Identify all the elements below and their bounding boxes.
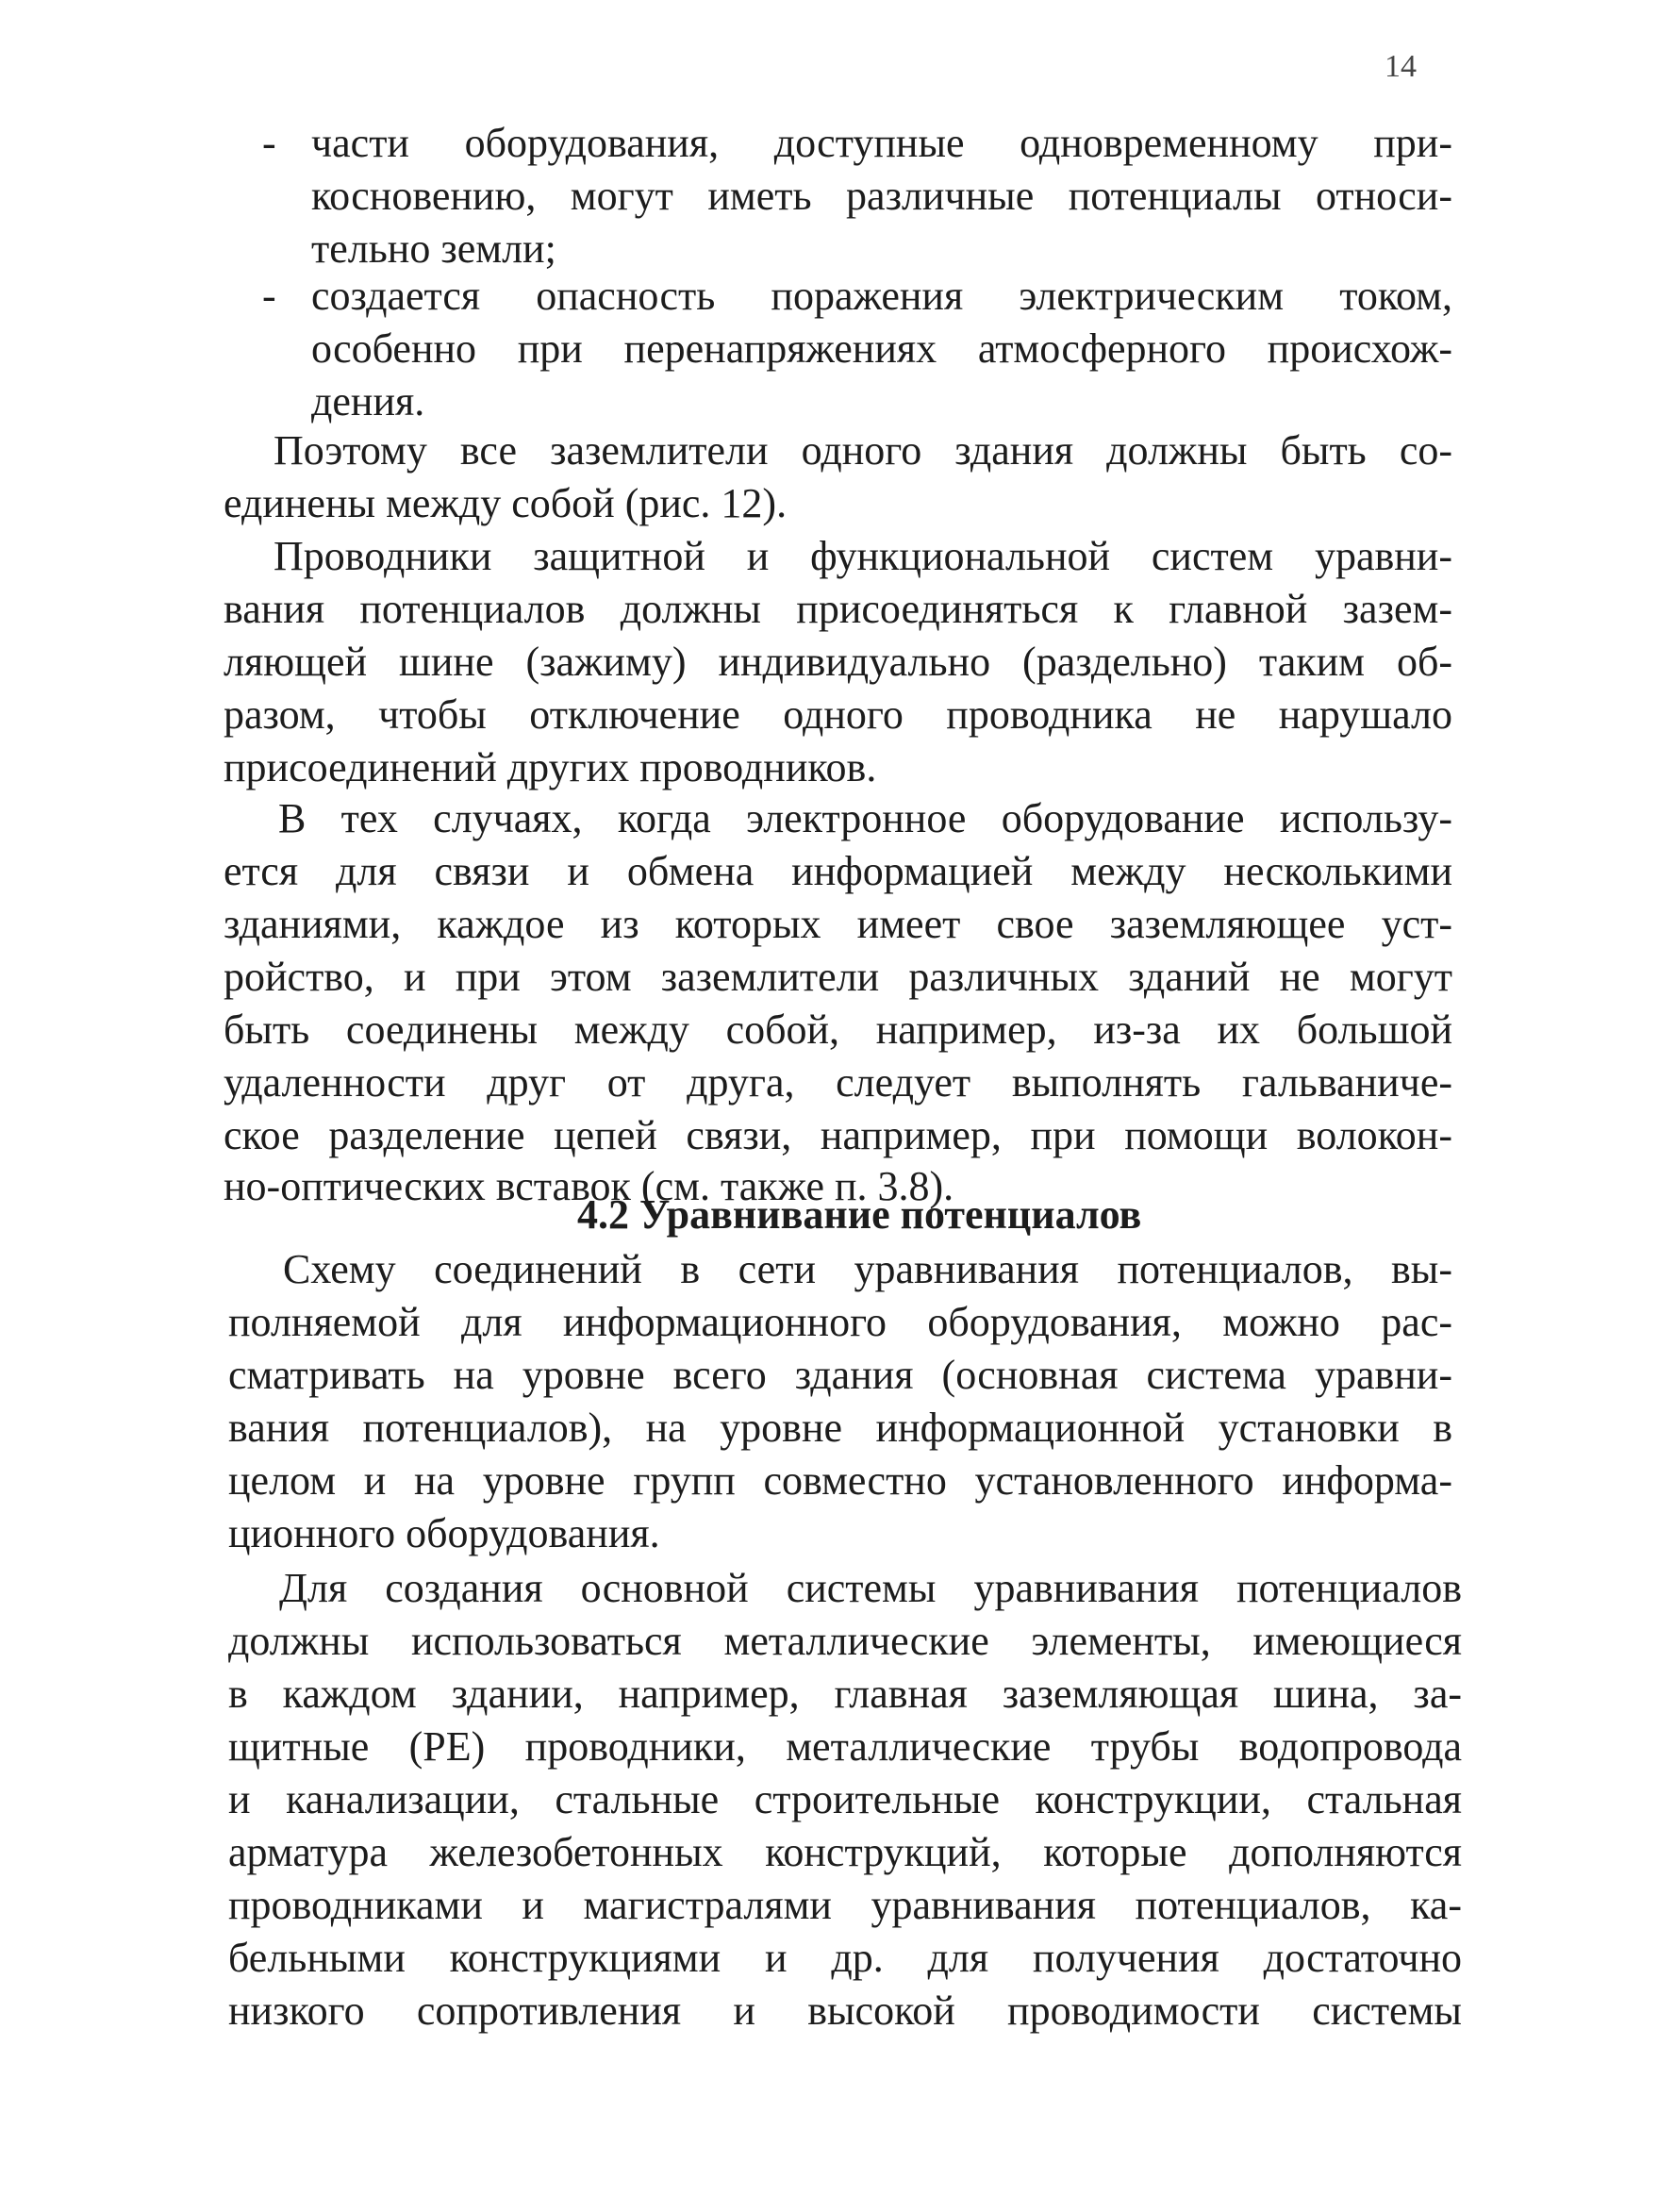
bullet-line: косновению, могут иметь различные потенциалы относи- bbox=[311, 173, 1452, 219]
paragraph-line: ляющей шине (зажиму) индивидуально (раздельно) таким об- bbox=[224, 639, 1452, 685]
bullet-line: тельно земли; bbox=[311, 225, 556, 272]
paragraph-line: ское разделение цепей связи, например, при помощи волокон- bbox=[224, 1112, 1452, 1158]
page-number: 14 bbox=[1385, 49, 1417, 84]
section-paragraph-line: в каждом здании, например, главная заземляющая шина, за- bbox=[228, 1671, 1462, 1717]
section-paragraph-line: проводниками и магистралями уравнивания потенциалов, ка- bbox=[228, 1882, 1462, 1928]
bullet-line: особенно при перенапряжениях атмосферного происхож- bbox=[311, 325, 1452, 372]
paragraph-line: быть соединены между собой, например, из-за их большой bbox=[224, 1006, 1452, 1053]
section-paragraph-line: полняемой для информационного оборудования, можно рас- bbox=[228, 1299, 1452, 1345]
section-paragraph-line: вания потенциалов), на уровне информационной установки в bbox=[228, 1405, 1452, 1451]
section-paragraph-line: сматривать на уровне всего здания (основная система уравни- bbox=[228, 1352, 1452, 1398]
section-paragraph-line: щитные (PE) проводники, металлические трубы водопровода bbox=[228, 1723, 1462, 1770]
section-paragraph-line: ционного оборудования. bbox=[228, 1510, 660, 1556]
paragraph-line: Поэтому все заземлители одного здания должны быть со- bbox=[274, 427, 1452, 474]
paragraph-line: ется для связи и обмена информацией между несколькими bbox=[224, 848, 1452, 894]
section-paragraph-line: целом и на уровне групп совместно установленного информа- bbox=[228, 1457, 1452, 1504]
paragraph-line: Проводники защитной и функциональной систем уравни- bbox=[274, 533, 1452, 579]
section-paragraph-line: должны использоваться металлические элементы, имеющиеся bbox=[228, 1618, 1462, 1664]
section-paragraph-line: и канализации, стальные строительные конструкции, стальная bbox=[228, 1776, 1462, 1822]
section-paragraph-line: Схему соединений в сети уравнивания потенциалов, вы- bbox=[283, 1246, 1452, 1292]
bullet-line: дения. bbox=[311, 378, 425, 424]
paragraph-line: разом, чтобы отключение одного проводника не нарушало bbox=[224, 691, 1452, 738]
section-paragraph-line: низкого сопротивления и высокой проводимости системы bbox=[228, 1987, 1462, 2034]
paragraph-line: единены между собой (рис. 12). bbox=[224, 480, 788, 526]
paragraph-line: ройство, и при этом заземлители различных зданий не могут bbox=[224, 954, 1452, 1000]
bullet-line: части оборудования, доступные одновременному при- bbox=[311, 120, 1452, 166]
paragraph-line: зданиями, каждое из которых имеет свое заземляющее уст- bbox=[224, 901, 1452, 947]
section-paragraph-line: бельными конструкциями и др. для получения достаточно bbox=[228, 1935, 1462, 1981]
paragraph-line: присоединений других проводников. bbox=[224, 744, 877, 790]
bullet-line: создается опасность поражения электрическим током, bbox=[311, 273, 1452, 319]
section-paragraph-line: Для создания основной системы уравнивания потенциалов bbox=[279, 1565, 1462, 1611]
bullet-dash: - bbox=[262, 120, 276, 166]
paragraph-line: удаленности друг от друга, следует выполнять гальваниче- bbox=[224, 1059, 1452, 1106]
section-heading: 4.2 Уравнивание потенциалов bbox=[577, 1191, 1142, 1238]
section-paragraph-line: арматура железобетонных конструкций, которые дополняются bbox=[228, 1829, 1462, 1875]
paragraph-line: но-оптических вставок (см. также п. 3.8). bbox=[224, 1163, 954, 1209]
paragraph-line: вания потенциалов должны присоединяться к главной зазем- bbox=[224, 586, 1452, 632]
paragraph-line: В тех случаях, когда электронное оборудование использу- bbox=[278, 795, 1452, 841]
bullet-dash: - bbox=[262, 273, 276, 319]
